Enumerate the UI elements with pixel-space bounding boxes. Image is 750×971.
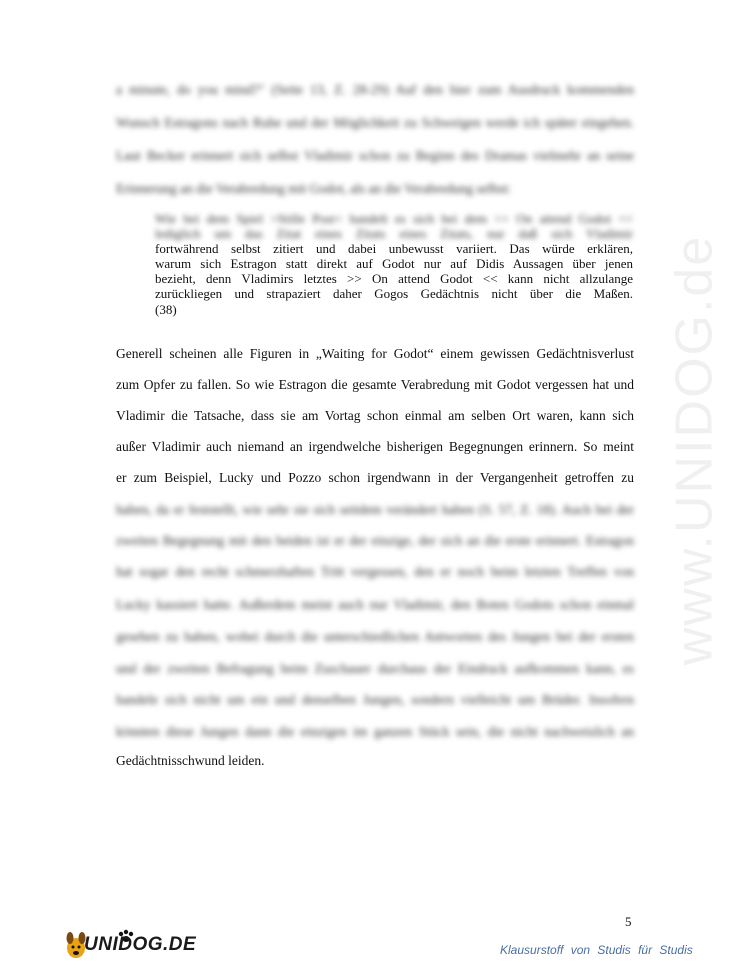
watermark xyxy=(624,170,750,730)
text-line: Vladimir die Tatsache, dass sie am Vortag schon einmal am selben Ort waren, kann sich xyxy=(116,408,634,423)
text-line: a minute, do you mind?" (Seite 13, Z. 28-29) Auf den hier zum Ausdruck kommenden xyxy=(116,82,634,97)
watermark-text: www.UNIDOG.de xyxy=(665,234,723,666)
quote-line: warum sich Estragon statt direkt auf Godot nur auf Didis Aussagen über jenen xyxy=(155,256,633,271)
quote-line: bezieht, denn Vladimirs letztes >> On attend Godot << kann nicht allzulange xyxy=(155,271,633,286)
text-line: könnten diese Jungen dann die einzigen im ganzen Stück sein, die nicht nachweislich an xyxy=(116,724,634,739)
logo-text: UNIDOG.DE xyxy=(84,934,197,955)
text-line: hat sogar den recht schmerzhaften Tritt vergessen, den er noch beim letzten Treffen von xyxy=(116,564,634,579)
text-line: zweiten Begegnung mit den beiden ist er der einzige, der sich an die erste erinnert. Estragon xyxy=(116,533,634,548)
text-line: und der zweiten Befragung beim Zuschauer durchaus der Eindruck aufkommen kann, es xyxy=(116,661,634,676)
text-line: handele sich nicht um ein und denselben Jungen, sondern vielleicht um Brüder. Insofern xyxy=(116,692,634,707)
text-line: Laut Becker erinnert sich selbst Vladimir schon zu Beginn des Dramas vielmehr an seine xyxy=(116,148,634,163)
text-line: haben, da er feststellt, wie sehr sie sich seitdem verändert haben (S. 57, Z. 18). Auch bei der xyxy=(116,502,634,517)
page-number: 5 xyxy=(625,914,632,929)
text-line: Wunsch Estragons nach Ruhe und der Möglichkeit zu Schweigen werde ich später eingehen. xyxy=(116,115,634,130)
quote-line: fortwährend selbst zitiert und dabei unbewusst variiert. Das würde erklären, xyxy=(155,241,633,256)
quote-line: lediglich um das Zitat eines Zitats eines Zitats, nur daß sich Vladimir xyxy=(155,226,633,241)
quote-line: (38) xyxy=(155,302,177,317)
text-line: außer Vladimir auch niemand an irgendwelche bisherigen Begegnungen erinnern. So meint xyxy=(116,439,634,454)
quote-line: Wie bei dem Spiel >Stille Post< handelt es sich bei dem >> On attend Godot << xyxy=(155,211,633,226)
text-line: Generell scheinen alle Figuren in „Waiting for Godot“ einem gewissen Gedächtnisverlust xyxy=(116,346,634,361)
text-line: Gedächtnisschwund leiden. xyxy=(116,753,265,768)
text-line: zum Opfer zu fallen. So wie Estragon die gesamte Verabredung mit Godot vergessen hat und xyxy=(116,377,634,392)
text-line: er zum Beispiel, Lucky und Pozzo schon irgendwann in der Vergangenheit getroffen zu xyxy=(116,470,634,485)
quote-line: zurückliegen und strapaziert daher Gogos Gedächtnis nicht über die Maßen. xyxy=(155,286,633,301)
text-line: Erinnerung an die Verabredung mit Godot, als an die Verabredung selbst: xyxy=(116,181,512,196)
text-line: gesehen zu haben, wobei durch die unterschiedlichen Antworten des Jungen bei der ersten xyxy=(116,629,634,644)
footer-tagline: Klausurstoff von Studis für Studis xyxy=(500,943,693,957)
text-line: Lucky kassiert hatte. Außerdem meint auch nur Vladimir, den Boten Godots schon einmal xyxy=(116,597,634,612)
